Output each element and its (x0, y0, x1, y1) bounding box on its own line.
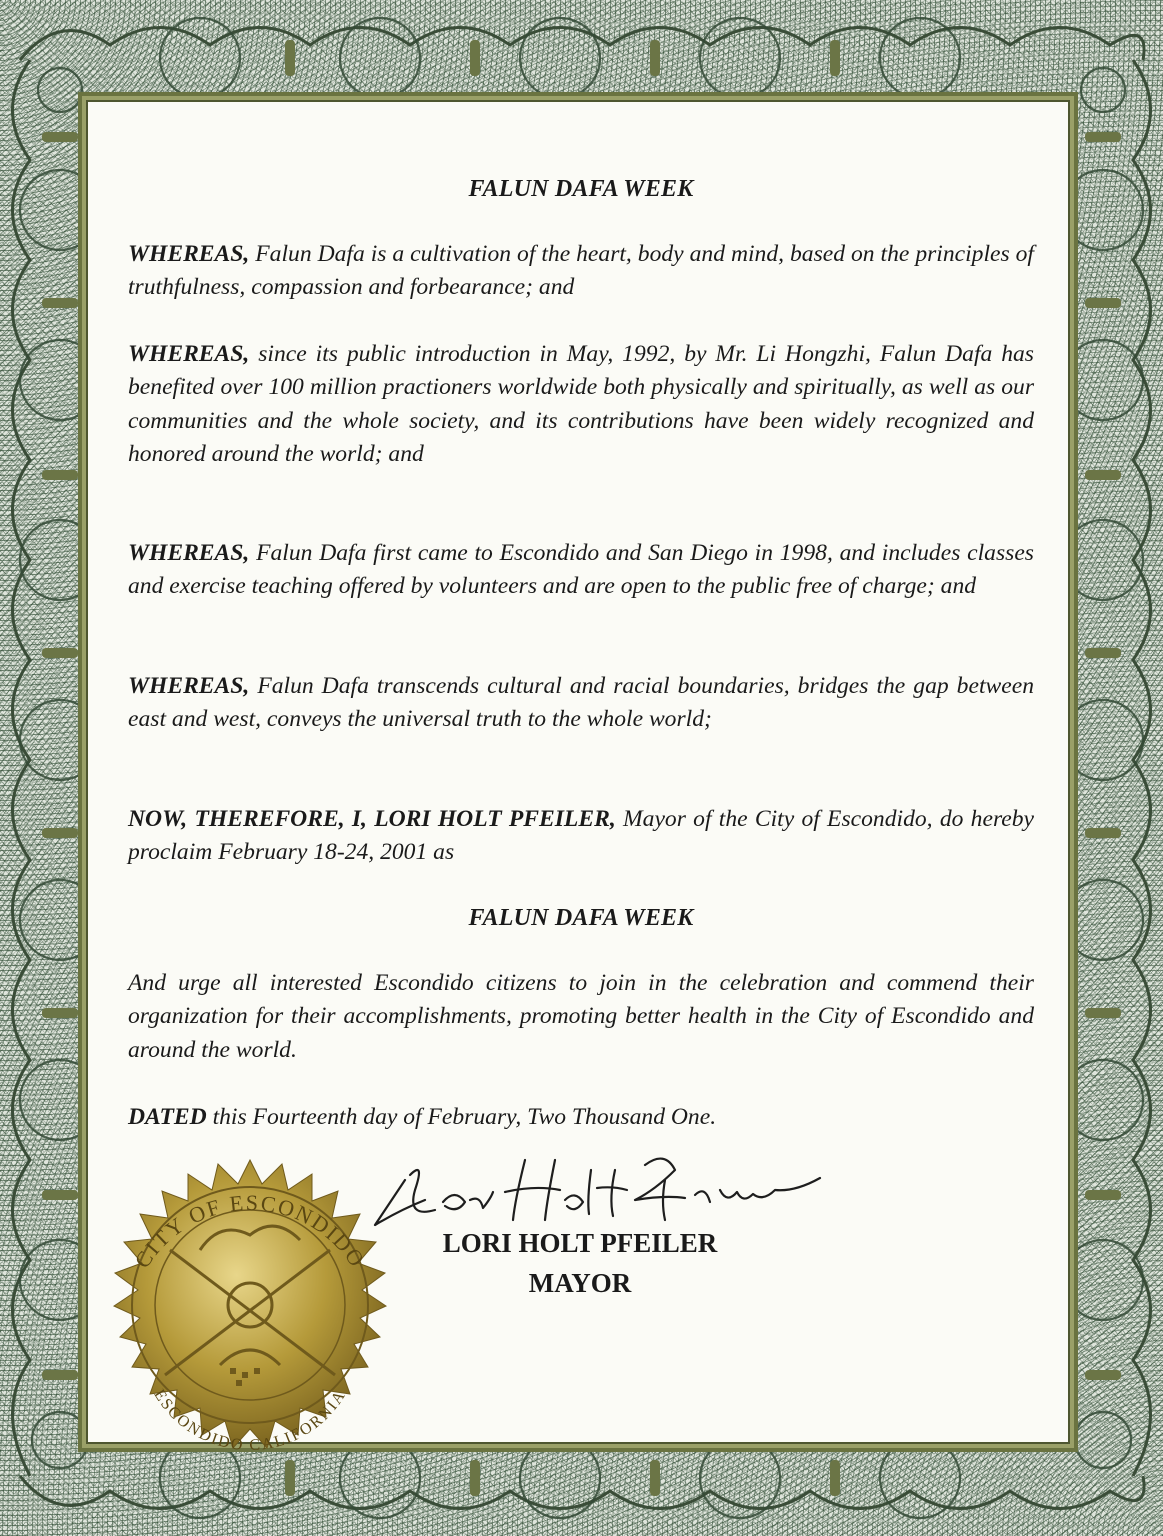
paragraph-lead: WHEREAS, (128, 673, 250, 699)
closing-paragraph: And urge all interested Escondido citizens to join in the celebration and commend their organization for their accomplishments, promoting better health in the City of Escondido and around the world. (128, 970, 1034, 1063)
paragraph-lead: WHEREAS, (128, 341, 250, 367)
paragraph-text: Falun Dafa transcends cultural and racial boundaries, bridges the gap between east and west, conveys the universal truth to the whole world; (128, 673, 1034, 733)
paragraph-text: Falun Dafa is a cultivation of the heart, body and mind, based on the principles of truthfulness, compassion and forbearance; and (128, 241, 1034, 301)
whereas-paragraph-1 (128, 238, 1034, 305)
whereas-paragraph-2 (128, 338, 1034, 471)
signatory-title: MAYOR (528, 1268, 632, 1298)
paragraph-lead: WHEREAS, (128, 241, 250, 267)
seal-top-text: CITY OF ESCONDIDO (129, 1189, 371, 1273)
dated-line (128, 1101, 1034, 1134)
proclamation-title: FALUN DAFA WEEK (468, 176, 694, 202)
therefore-paragraph (128, 803, 1034, 870)
whereas-paragraph-4 (128, 670, 1034, 737)
signatory-name: LORI HOLT PFEILER (442, 1228, 718, 1258)
paragraph-lead: NOW, THEREFORE, I, LORI HOLT PFEILER, (128, 806, 616, 832)
proclamation-title-repeat: FALUN DAFA WEEK (468, 905, 694, 931)
dated-lead: DATED (128, 1104, 207, 1130)
mayor-signature (365, 1140, 835, 1240)
paragraph-text: Mayor of the City of Escondido, do hereby proclaim February 18-24, 2001 as (128, 806, 1034, 866)
dated-text: this Fourteenth day of February, Two Thousand One. (206, 1104, 717, 1130)
paragraph-lead: WHEREAS, (128, 540, 250, 566)
paragraph-text: since its public introduction in May, 1992, by Mr. Li Hongzhi, Falun Dafa has benefited over 100 million practioners worldwide both physically and spiritually, as well as our communities and the whole society, and its contributions have been widely recognized and honored around the world; and (128, 341, 1034, 467)
seal-bottom-text: ESCONDIDO CALIFORNIA (150, 1386, 350, 1455)
whereas-paragraph-3 (128, 537, 1034, 604)
paragraph-text: Falun Dafa first came to Escondido and San Diego in 1998, and includes classes and exercise teaching offered by volunteers and are open to the public free of charge; and (128, 540, 1034, 600)
